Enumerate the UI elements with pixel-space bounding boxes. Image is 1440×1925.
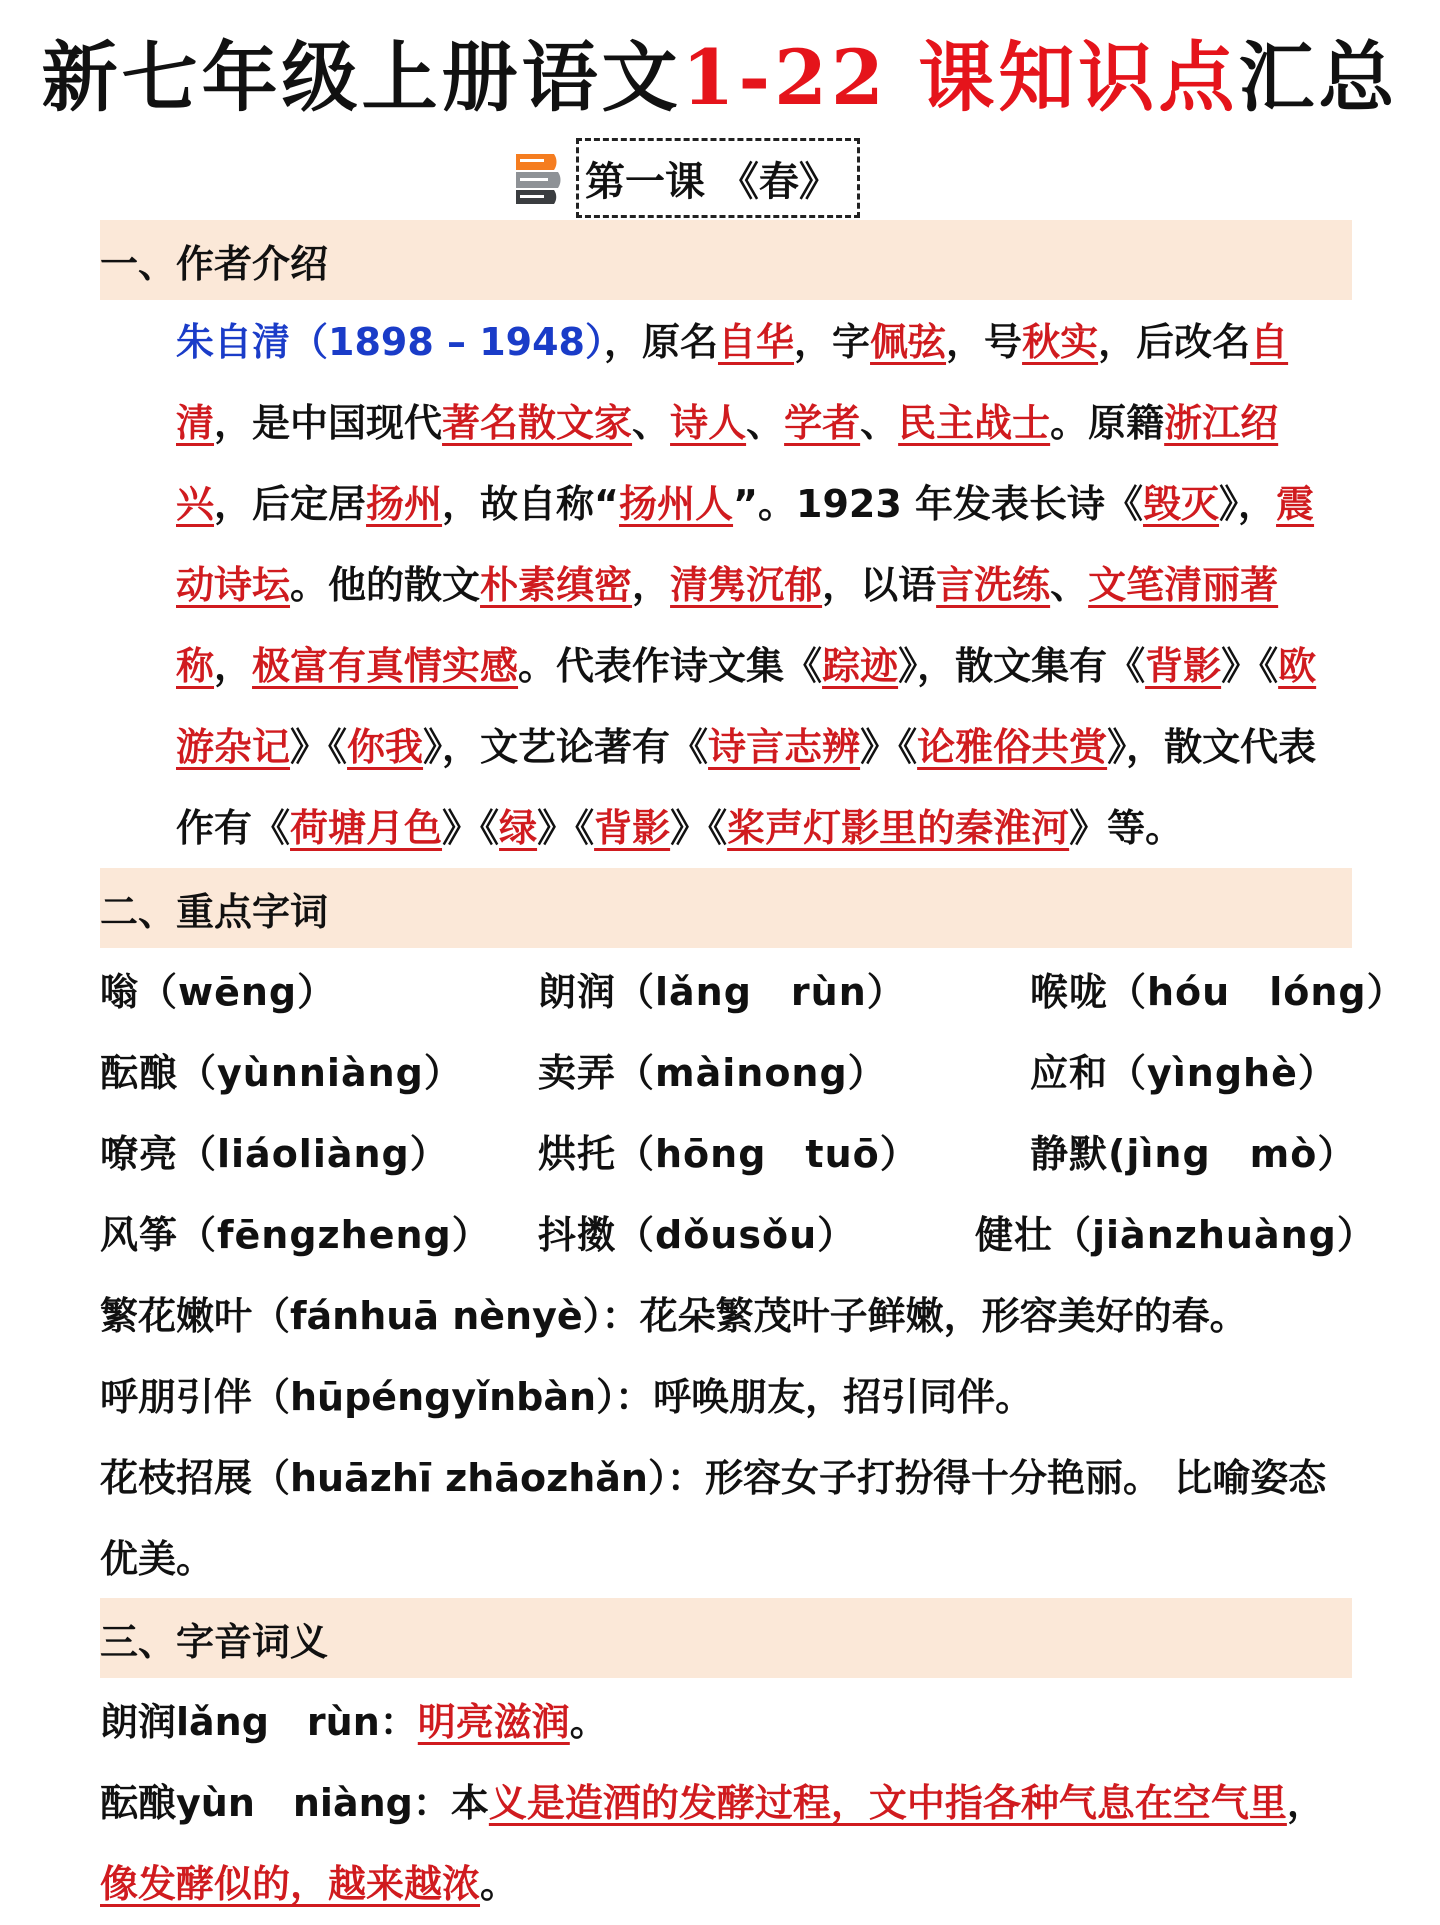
paragraph-text: ， xyxy=(632,563,671,607)
highlighted-term: 欧游杂记 xyxy=(176,644,1317,769)
paragraph-text: ， xyxy=(214,644,253,688)
section-title: 一、作者介绍 xyxy=(100,241,329,286)
paragraph-text: ，字 xyxy=(794,320,871,364)
highlighted-term: 荷塘月色 xyxy=(290,806,443,850)
paragraph-text: ，是中国现代 xyxy=(214,401,443,445)
paragraph-text: 、 xyxy=(746,401,785,445)
section-header-author xyxy=(100,220,1352,300)
meaning-definition: 像发酵似的，越来越浓 xyxy=(100,1862,481,1906)
meaning-punct: ， xyxy=(1286,1781,1325,1825)
highlighted-term: 诗人 xyxy=(670,401,747,445)
highlighted-term: 震动诗坛 xyxy=(176,482,1315,607)
idiom-item: 繁花嫩叶（fánhuā nènyè）：花朵繁茂叶子鲜嫩，形容美好的春。 xyxy=(100,1294,1248,1338)
meaning-definition: 义是造酒的发酵过程，文中指各种气息在空气里 xyxy=(488,1781,1287,1825)
stacked-books-icon xyxy=(510,146,574,210)
highlighted-term: 自华 xyxy=(718,320,795,364)
highlighted-term: 浙江绍兴 xyxy=(176,401,1279,526)
word-item: 静默(jìng mò） xyxy=(1030,1132,1357,1176)
paragraph-text: ，后定居 xyxy=(214,482,367,526)
highlighted-term: 学者 xyxy=(784,401,861,445)
author-paragraph xyxy=(100,302,1352,869)
paragraph-text: 》《 xyxy=(860,725,918,769)
section-header-words xyxy=(100,868,1352,948)
highlighted-term: 言洗练 xyxy=(936,563,1051,607)
meaning-punct: 。 xyxy=(569,1700,608,1744)
word-item: 应和（yìnghè） xyxy=(1030,1051,1337,1095)
highlighted-term: 你我 xyxy=(347,725,424,769)
paragraph-text: 、 xyxy=(1050,563,1089,607)
highlighted-term: 清隽沉郁 xyxy=(670,563,823,607)
highlighted-term: 桨声灯影里的秦淮河 xyxy=(727,806,1070,850)
paragraph-text: 》《 xyxy=(442,806,500,850)
idiom-item: 花枝招展（huāzhī zhāozhǎn）：形容女子打扮得十分艳丽。 比喻姿态优美。 xyxy=(100,1456,1327,1581)
highlighted-term: 背影 xyxy=(1145,644,1222,688)
word-item: 抖擞（dǒusǒu） xyxy=(538,1213,857,1257)
paragraph-text: 》等。 xyxy=(1069,806,1184,850)
paragraph-text: 、 xyxy=(632,401,671,445)
paragraph-text: 。原籍 xyxy=(1050,401,1165,445)
paragraph-text: ”。1923 年发表长诗《 xyxy=(733,482,1144,526)
word-item: 朗润（lǎng rùn） xyxy=(538,970,906,1014)
author-text xyxy=(100,302,1352,869)
highlighted-term: 毁灭 xyxy=(1143,482,1220,526)
highlighted-term: 扬州人 xyxy=(619,482,734,526)
paragraph-text: ，原名 xyxy=(603,320,718,364)
highlighted-term: 论雅俗共赏 xyxy=(917,725,1108,769)
paragraph-text: 》《 xyxy=(670,806,728,850)
paragraph-text: 》，文艺论著有《 xyxy=(423,725,709,769)
highlighted-term: 踪迹 xyxy=(822,644,899,688)
highlighted-term: 民主战士 xyxy=(898,401,1051,445)
highlighted-term: 朴素缜密 xyxy=(480,563,633,607)
highlighted-term: 诗言志辨 xyxy=(708,725,861,769)
lesson-tag xyxy=(510,138,860,218)
idiom-item: 呼朋引伴（hūpéngyǐnbàn）：呼唤朋友，招引同伴。 xyxy=(100,1375,1034,1419)
highlighted-term: 背影 xyxy=(594,806,671,850)
section-header-meanings xyxy=(100,1598,1352,1678)
word-item: 卖弄（màinong） xyxy=(538,1051,887,1095)
meaning-term: 朗润lǎng rùn： xyxy=(100,1700,418,1744)
paragraph-text: 》， xyxy=(1219,482,1277,526)
title-main: 新七年级上册语文 xyxy=(41,33,682,122)
section-title: 二、重点字词 xyxy=(100,889,329,934)
highlighted-term: 佩弦 xyxy=(870,320,947,364)
title-tail: 汇总 xyxy=(1238,33,1399,122)
word-item: 喉咙（hóu lóng） xyxy=(1030,970,1406,1014)
word-item: 健壮（jiànzhuàng） xyxy=(975,1213,1376,1257)
word-item: 嗡（wēng） xyxy=(100,970,337,1014)
paragraph-text: ，后改名 xyxy=(1098,320,1251,364)
paragraph-text: 》，散文代表作有《 xyxy=(176,725,1317,850)
meaning-item xyxy=(100,1763,1352,1925)
highlighted-term: 秋实 xyxy=(1022,320,1099,364)
lesson-title: 第一课 《春》 xyxy=(576,138,860,218)
highlighted-term: 著名散文家 xyxy=(442,401,633,445)
paragraph-text: ，故自称“ xyxy=(442,482,620,526)
paragraph-text: ，以语 xyxy=(822,563,937,607)
meaning-term: 酝酿yùn niàng：本 xyxy=(100,1781,489,1825)
author-name: 朱自清（1898 – 1948） xyxy=(176,320,604,364)
title-highlight: 1-22 课知识点 xyxy=(681,33,1239,122)
page-title xyxy=(0,22,1440,134)
paragraph-text: ，号 xyxy=(946,320,1023,364)
highlighted-term: 自清 xyxy=(176,320,1289,445)
section-title: 三、字音词义 xyxy=(100,1619,329,1664)
paragraph-text: 》《 xyxy=(290,725,348,769)
meaning-punct: 。 xyxy=(480,1862,519,1906)
meaning-definition: 明亮滋润 xyxy=(417,1700,570,1744)
paragraph-text: 》《 xyxy=(537,806,595,850)
word-item: 风筝（fēngzheng） xyxy=(100,1213,491,1257)
meaning-item xyxy=(100,1682,608,1763)
paragraph-text: 。代表作诗文集《 xyxy=(518,644,823,688)
highlighted-term: 文笔清丽著称 xyxy=(176,563,1279,688)
paragraph-text: 》《 xyxy=(1221,644,1279,688)
paragraph-text: 》，散文集有《 xyxy=(898,644,1146,688)
word-item: 烘托（hōng tuō） xyxy=(538,1132,919,1176)
highlighted-term: 绿 xyxy=(499,806,538,850)
paragraph-text: 。他的散文 xyxy=(290,563,481,607)
paragraph-text: 、 xyxy=(860,401,899,445)
word-item: 嘹亮（liáoliàng） xyxy=(100,1132,449,1176)
highlighted-term: 扬州 xyxy=(366,482,443,526)
word-item: 酝酿（yùnniàng） xyxy=(100,1051,463,1095)
highlighted-term: 极富有真情实感 xyxy=(252,644,519,688)
